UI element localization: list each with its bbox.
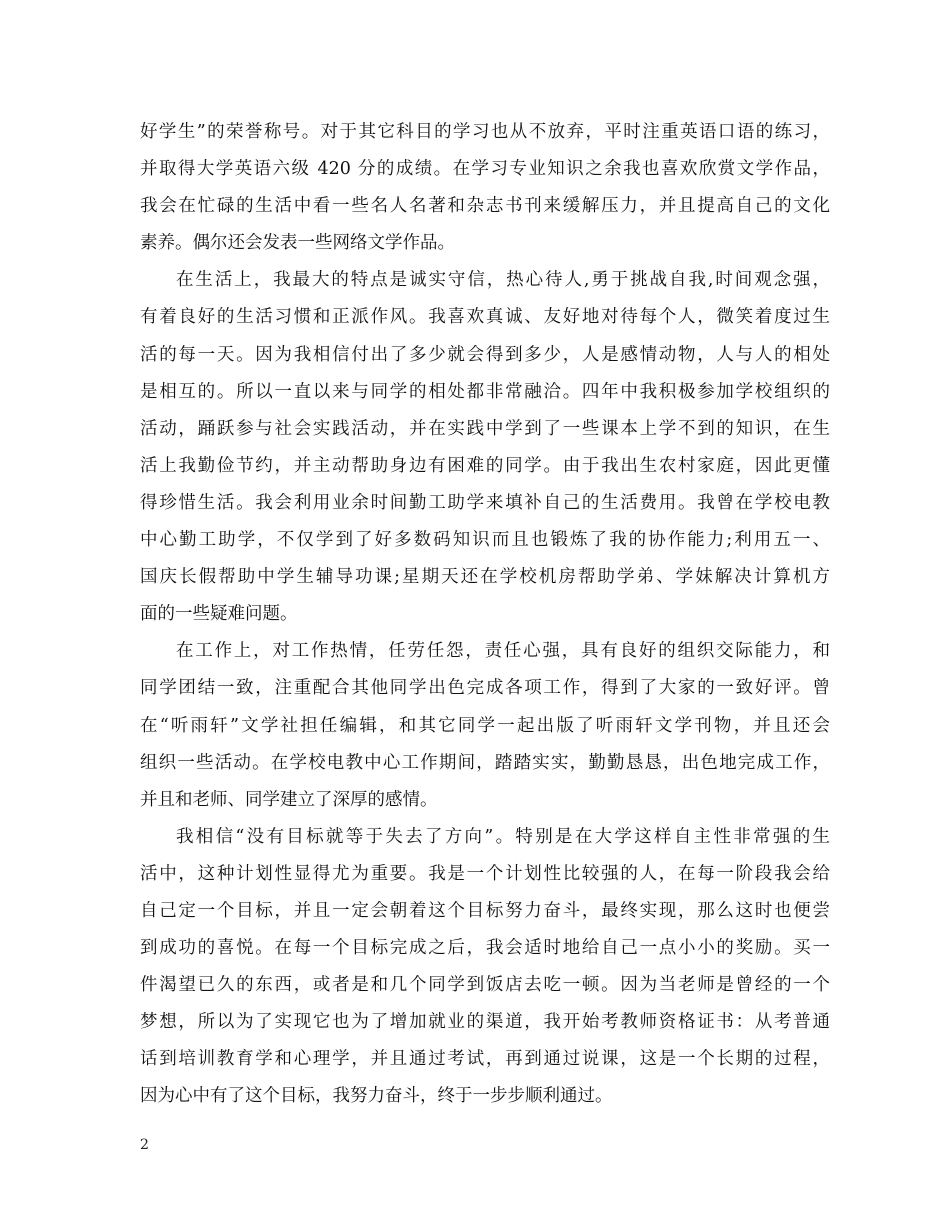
text-line: 面的一些疑难问题。 xyxy=(140,604,298,625)
text-line: 在工作上，对工作热情，任劳任怨，责任心强，具有良好的组织交际能力，和 xyxy=(176,641,830,662)
text-line: 自己定一个目标，并且一定会朝着这个目标努力奋斗，最终实现，那么这时也便尝 xyxy=(140,900,830,921)
paragraph-life xyxy=(140,262,830,633)
paragraph-academics xyxy=(140,114,830,262)
text-line: 并取得大学英语六级 420 分的成绩。在学习专业知识之余我也喜欢欣赏文学作品， xyxy=(140,159,830,180)
text-line: 得珍惜生活。我会利用业余时间勤工助学来填补自己的生活费用。我曾在学校电教 xyxy=(140,492,830,513)
text-line: 国庆长假帮助中学生辅导功课;星期天还在学校机房帮助学弟、学妹解决计算机方 xyxy=(140,567,830,588)
text-line: 梦想，所以为了实现它也为了增加就业的渠道，我开始考教师资格证书：从考普通 xyxy=(140,1012,830,1033)
text-line: 同学团结一致，注重配合其他同学出色完成各项工作，得到了大家的一致好评。曾 xyxy=(140,678,830,699)
text-line: 活上我勤俭节约，并主动帮助身边有困难的同学。由于我出生农村家庭，因此更懂 xyxy=(140,455,830,476)
text-line: 件渴望已久的东西，或者是和几个同学到饭店去吃一顿。因为当老师是曾经的一个 xyxy=(140,975,830,996)
text-line: 中心勤工助学，不仅学到了好多数码知识而且也锻炼了我的协作能力;利用五一、 xyxy=(140,530,830,551)
text-line: 并且和老师、同学建立了深厚的感情。 xyxy=(140,789,438,810)
text-line: 到成功的喜悦。在每一个目标完成之后，我会适时地给自己一点小小的奖励。买一 xyxy=(140,938,830,959)
paragraph-goals xyxy=(140,819,830,1116)
text-line: 在生活上，我最大的特点是诚实守信，热心待人,勇于挑战自我,时间观念强， xyxy=(176,270,830,291)
text-line: 话到培训教育学和心理学，并且通过考试，再到通过说课，这是一个长期的过程， xyxy=(140,1049,830,1070)
page-number: 2 xyxy=(140,1137,149,1153)
paragraph-work xyxy=(140,633,830,818)
text-line: 我会在忙碌的生活中看一些名人名著和杂志书刊来缓解压力，并且提高自己的文化 xyxy=(140,196,830,217)
text-line: 因为心中有了这个目标，我努力奋斗，终于一步步顺利通过。 xyxy=(140,1086,613,1107)
text-line: 活中，这种计划性显得尤为重要。我是一个计划性比较强的人，在每一阶段我会给 xyxy=(140,863,830,884)
text-line: 有着良好的生活习惯和正派作风。我喜欢真诚、友好地对待每个人，微笑着度过生 xyxy=(140,307,830,328)
text-line: 活的每一天。因为我相信付出了多少就会得到多少，人是感情动物，人与人的相处 xyxy=(140,344,830,365)
text-line: 在“听雨轩”文学社担任编辑，和其它同学一起出版了听雨轩文学刊物，并且还会 xyxy=(140,715,830,736)
text-line: 素养。偶尔还会发表一些网络文学作品。 xyxy=(140,233,455,254)
text-line: 我相信“没有目标就等于失去了方向”。特别是在大学这样自主性非常强的生 xyxy=(176,826,830,847)
text-line: 活动，踊跃参与社会实践活动，并在实践中学到了一些课本上学不到的知识，在生 xyxy=(140,418,830,439)
text-line: 组织一些活动。在学校电教中心工作期间，踏踏实实，勤勤恳恳，出色地完成工作， xyxy=(140,752,830,773)
text-line: 好学生”的荣誉称号。对于其它科目的学习也从不放弃，平时注重英语口语的练习， xyxy=(140,122,830,142)
document-body xyxy=(140,114,830,1116)
text-line: 是相互的。所以一直以来与同学的相处都非常融洽。四年中我积极参加学校组织的 xyxy=(140,381,830,402)
